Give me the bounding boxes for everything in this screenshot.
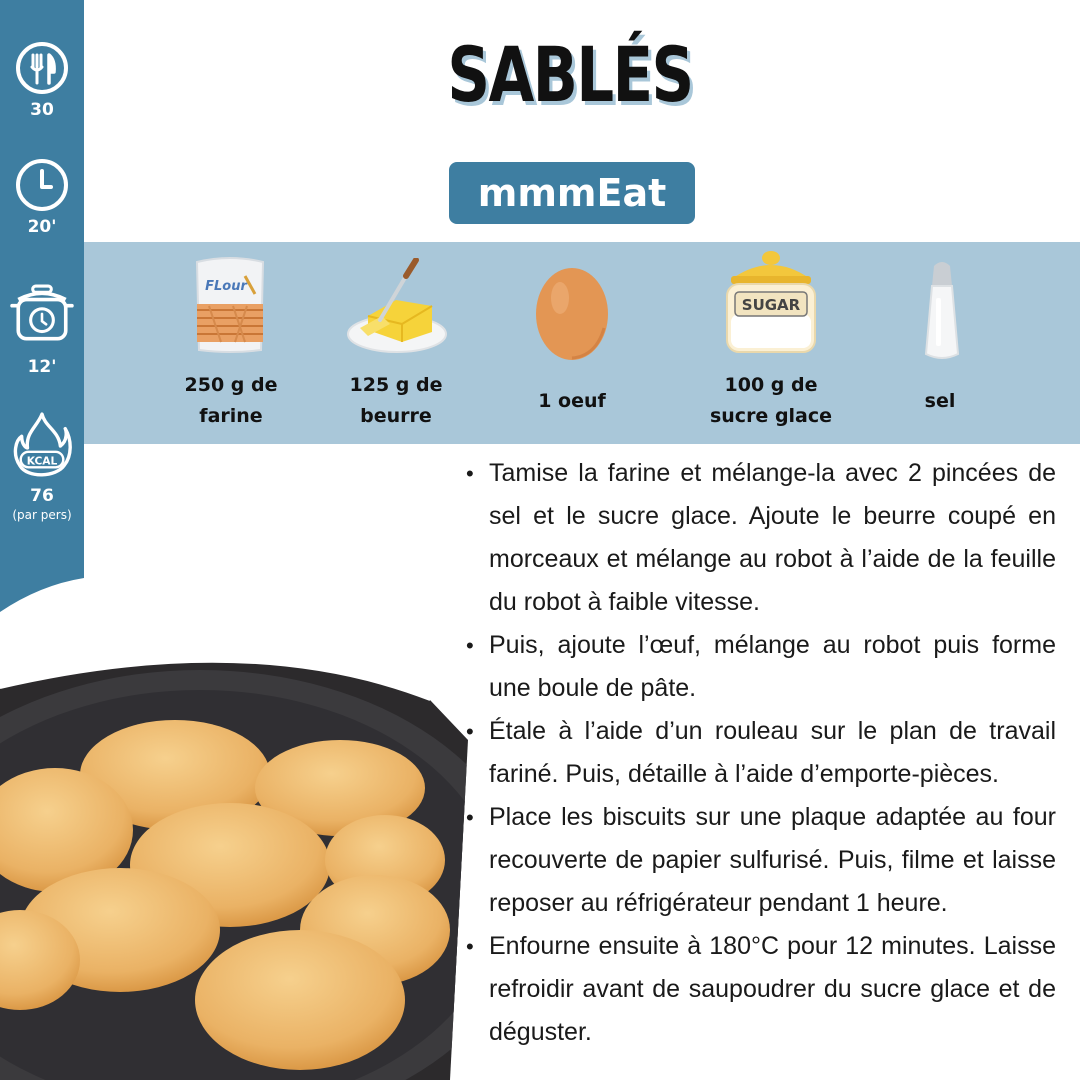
- ingredient-egg-line1: 1 oeuf: [538, 390, 606, 412]
- instruction-step: • Place les biscuits sur une plaque adaptée au four recouverte de papier sulfurisé. Puis, filme et laisse reposer au réfrigérateur pendant 1 heure.: [466, 796, 1056, 925]
- sugar-jar-icon: [723, 248, 819, 356]
- egg-icon: [534, 258, 610, 362]
- cooking-pot-icon: [10, 283, 74, 347]
- sugar-jar-text: SUGAR: [741, 296, 801, 314]
- clock-icon: [14, 157, 70, 213]
- ingredient-salt-line1: sel: [924, 390, 956, 412]
- ingredient-butter-line1: 125 g de: [349, 374, 443, 396]
- cook-time-value: 12': [27, 357, 57, 377]
- calories-note: (par pers): [12, 508, 72, 522]
- flour-pack-text: FLour: [205, 279, 247, 294]
- kcal-flame-icon: [12, 410, 72, 482]
- servings-info: [0, 40, 84, 120]
- recipe-info-sidebar: [0, 0, 84, 612]
- cook-time-info: [0, 283, 84, 377]
- ingredient-salt: [860, 242, 1020, 444]
- ingredient-sugar-line2: sucre glace: [709, 405, 833, 427]
- ingredient-flour-line2: farine: [199, 405, 263, 427]
- instructions-list: [466, 452, 1056, 1054]
- calories-info: [0, 410, 84, 522]
- ingredient-sugar-line1: 100 g de: [724, 374, 818, 396]
- prep-time-value: 20': [27, 217, 57, 237]
- instruction-step: • Tamise la farine et mélange-la avec 2 pincées de sel et le sucre glace. Ajoute le beurre coupé en morceaux et mélange au robot à l’aide de la feuille du robot à faible vitesse.: [466, 452, 1056, 624]
- ingredient-butter: [316, 242, 476, 444]
- kcal-badge-text: KCAL: [26, 454, 58, 468]
- recipe-title: SABLÉS: [447, 30, 693, 119]
- brand-logo: mmmEat: [449, 162, 695, 224]
- flour-bag-icon: [191, 254, 269, 354]
- salt-shaker-icon: [918, 258, 966, 362]
- ingredients-band: [84, 242, 1080, 444]
- ingredient-butter-line2: beurre: [360, 405, 432, 427]
- cookies-photo: [0, 600, 470, 1080]
- instruction-step: • Enfourne ensuite à 180°C pour 12 minutes. Laisse refroidir avant de saupoudrer du sucre glace et de déguster.: [466, 925, 1056, 1054]
- servings-value: 30: [30, 100, 54, 120]
- fork-knife-icon: [14, 40, 70, 96]
- ingredient-sugar: [691, 242, 851, 444]
- prep-time-info: [0, 157, 84, 237]
- ingredient-egg: [492, 242, 652, 444]
- instruction-step: • Étale à l’aide d’un rouleau sur le plan de travail fariné. Puis, détaille à l’aide d’emporte-pièces.: [466, 710, 1056, 796]
- instruction-step: • Puis, ajoute l’œuf, mélange au robot puis forme une boule de pâte.: [466, 624, 1056, 710]
- calories-value: 76: [30, 486, 54, 506]
- butter-icon: [346, 258, 448, 356]
- ingredient-flour: [151, 242, 311, 444]
- ingredient-flour-line1: 250 g de: [184, 374, 278, 396]
